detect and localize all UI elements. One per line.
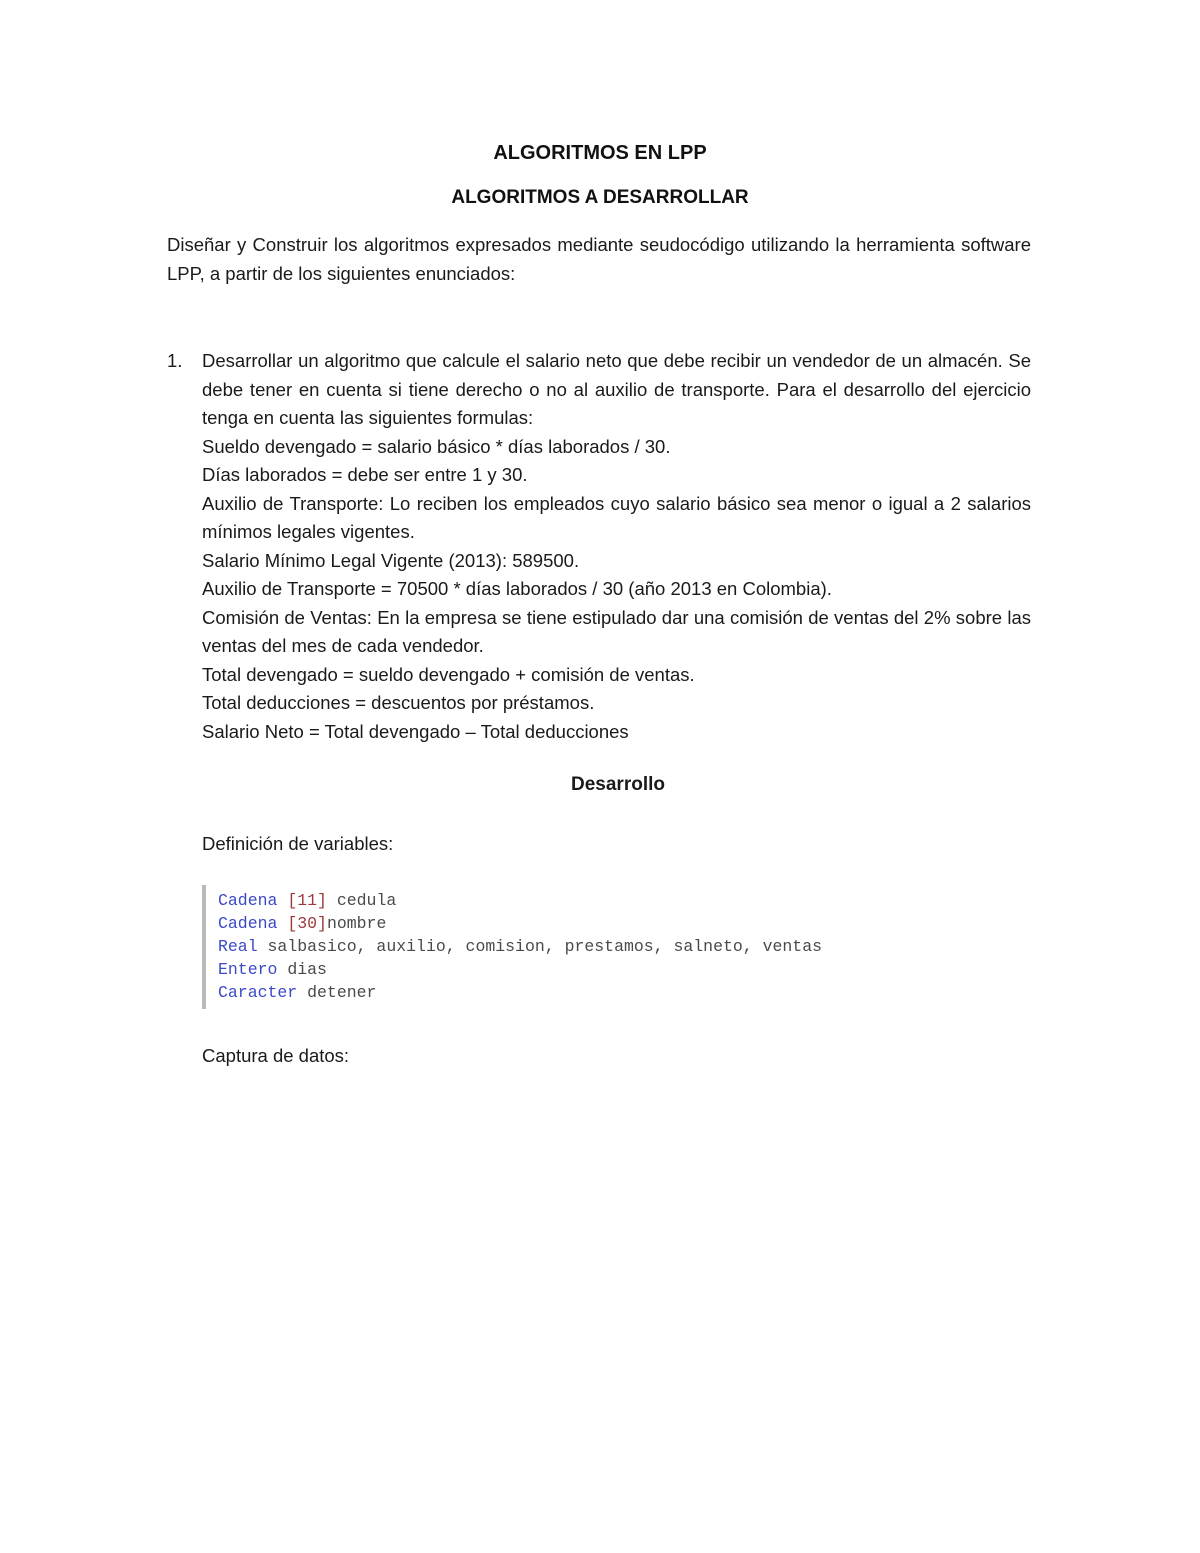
formula-auxilio-transporte: Auxilio de Transporte: Lo reciben los empleados cuyo salario básico sea menor o igual a 2 salarios mínimos legales vigentes. <box>202 492 1031 542</box>
formula-sueldo-devengado: Sueldo devengado = salario básico * días laborados / 30. <box>202 435 671 457</box>
code-identifier: cedula <box>336 891 397 910</box>
code-line <box>218 983 376 1002</box>
list-item-number: 1. <box>167 350 183 371</box>
formula-salario-minimo: Salario Mínimo Legal Vigente (2013): 589500. <box>202 549 580 571</box>
code-keyword: Cadena <box>218 914 278 933</box>
code-keyword: Real <box>218 937 258 956</box>
code-line <box>218 891 396 910</box>
code-size: [11] <box>287 891 327 910</box>
code-identifier: dias <box>287 960 327 979</box>
formula-salario-neto: Salario Neto = Total devengado – Total deducciones <box>202 720 629 742</box>
development-heading: Desarrollo <box>571 774 665 795</box>
code-identifier: nombre <box>326 914 387 933</box>
item-paragraph: Desarrollar un algoritmo que calcule el salario neto que debe recibir un vendedor de un almacén. Se debe tener en cuenta si tiene derecho o no al auxilio de transporte. Para el desarrollo del ejercicio tenga en cuenta las siguientes formulas: <box>202 350 1031 428</box>
formula-auxilio-calculo: Auxilio de Transporte = 70500 * días laborados / 30 (año 2013 en Colombia). <box>202 578 832 599</box>
code-identifier: salbasico, auxilio, comision, prestamos, salneto, ventas <box>267 937 823 956</box>
code-keyword: Entero <box>218 960 278 979</box>
document-subtitle: ALGORITMOS A DESARROLLAR <box>451 187 749 208</box>
formula-total-deducciones: Total deducciones = descuentos por préstamos. <box>202 692 595 713</box>
code-block <box>202 885 866 1009</box>
capture-label: Captura de datos: <box>202 1045 350 1066</box>
formula-comision-ventas: Comisión de Ventas: En la empresa se tiene estipulado dar una comisión de ventas del 2% sobre las ventas del mes de cada vendedor. <box>202 606 1031 656</box>
formula-dias-laborados: Días laborados = debe ser entre 1 y 30. <box>202 464 528 485</box>
code-keyword: Cadena <box>218 891 278 910</box>
code-keyword: Caracter <box>218 983 298 1002</box>
code-line <box>218 914 386 933</box>
variables-label: Definición de variables: <box>202 833 394 854</box>
code-size: [30] <box>287 914 327 933</box>
document-title: ALGORITMOS EN LPP <box>493 142 707 164</box>
code-identifier: detener <box>307 983 377 1002</box>
code-line <box>218 937 822 956</box>
formula-total-devengado: Total devengado = sueldo devengado + comisión de ventas. <box>202 663 695 685</box>
code-line <box>218 960 327 979</box>
intro-paragraph: Diseñar y Construir los algoritmos expresados mediante seudocódigo utilizando la herramienta software LPP, a partir de los siguientes enunciados: <box>167 234 1031 284</box>
list-item-body <box>202 347 1031 746</box>
